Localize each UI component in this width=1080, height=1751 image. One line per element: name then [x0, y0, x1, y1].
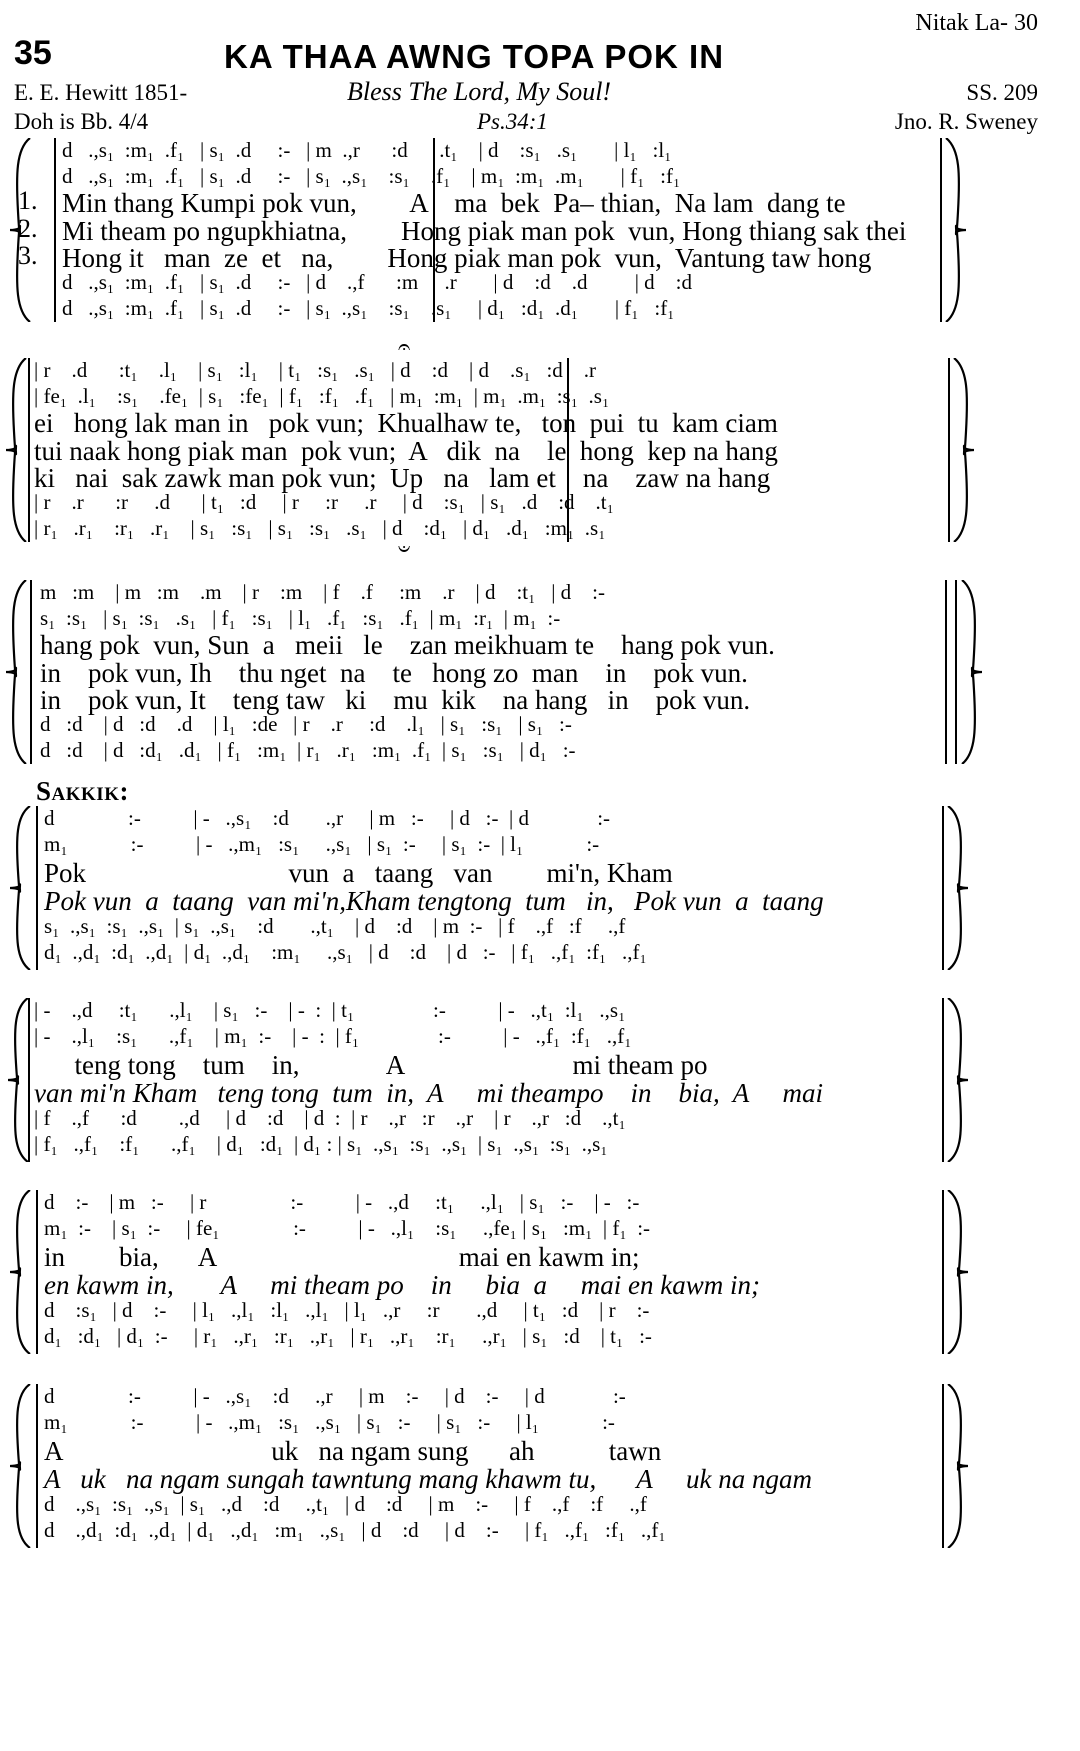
lyric-line: ki nai sak zawk man pok vun; Up na lam et na zaw na hang — [34, 463, 771, 493]
barline — [948, 358, 950, 542]
music-system — [0, 580, 1080, 764]
solfa-notes-line: s₁ :s₁ | s₁ :s₁ .s₁ | f₁ :s₁ | l₁ .f₁ :s₁ .f₁ | m₁ :r₁ | m₁ :- — [40, 606, 561, 630]
key-signature: Doh is Bb. 4/4 — [14, 109, 149, 134]
right-brace — [944, 1384, 970, 1548]
solfa-notes-line: m₁ :- | s₁ :- | fe₁ :- | - .,l₁ :s₁ .,fe₁ | s₁ :m₁ | f₁ :- — [44, 1216, 651, 1240]
solfa-notes-line: m₁ :- | - .,m₁ :s₁ .,s₁ | s₁ :- | s₁ :- | l₁ :- — [44, 1410, 615, 1434]
author: E. E. Hewitt 1851- — [14, 80, 188, 105]
solfa-notes-line: d :d | d :d₁ .d₁ | f₁ :m₁ | r₁ .r₁ :m₁ .f₁ | s₁ :s₁ | d₁ :- — [40, 738, 576, 762]
left-brace — [4, 358, 30, 542]
solfa-notes-line: m :m | m :m .m | r :m | f .f :m .r | d :t₁ | d :- — [40, 580, 605, 604]
barline — [942, 998, 944, 1162]
verse-number: 3. — [18, 241, 38, 270]
left-brace — [8, 806, 34, 970]
solfa-notes-line: d₁ .,d₁ :d₁ .,d₁ | d₁ .,d₁ :m₁ .,s₁ | d :d | d :- | f₁ .,f₁ :f₁ .,f₁ — [44, 940, 647, 964]
solfa-notes-line: | fe₁ .l₁ :s₁ .fe₁ | s₁ :fe₁ | f₁ :f₁ .f₁ | m₁ :m₁ | m₁ .m₁ :s₁ .s₁ — [34, 384, 610, 408]
lyric-line: A uk na ngam sungah tawntung mang khawm tu, A uk na ngam — [44, 1464, 812, 1494]
solfa-notes-line: d :s₁ | d :- | l₁ .,l₁ :l₁ .,l₁ | l₁ .,r :r .,d | t₁ :d | r :- — [44, 1298, 650, 1322]
solfa-notes-line: d :d | d :d .d | l₁ :de | r .r :d .l₁ | s₁ :s₁ | s₁ :- — [40, 712, 572, 736]
solfa-notes-line: d :- | - .,s₁ :d .,r | m :- | d :- | d :- — [44, 1384, 626, 1408]
barline — [36, 1190, 38, 1354]
music-system — [0, 1384, 1080, 1548]
hymn-number: 35 — [14, 34, 52, 72]
right-brace — [942, 138, 968, 322]
solfa-notes-line: d .,s₁ :m₁ .f₁ | s₁ .d :- | d .,f :m .r | d :d .d | d :d — [62, 270, 693, 294]
solfa-notes-line: | r .r :r .d | t₁ :d | r :r .r | d :s₁ | s₁ .d :d .t₁ — [34, 490, 614, 514]
music-system — [0, 998, 1080, 1162]
composer: Jno. R. Sweney — [894, 109, 1038, 134]
music-system — [0, 1190, 1080, 1354]
fermata-below-mark: 𝄑 — [398, 536, 411, 561]
lyric-line: in pok vun, It teng taw ki mu kik na hang in pok vun. — [40, 685, 751, 715]
lyric-line: Pok vun a taang van mi'n, Kham — [44, 858, 673, 888]
solfa-notes-line: | - .,d :t₁ .,l₁ | s₁ :- | - : | t₁ :- | - .,t₁ :l₁ .,s₁ — [34, 998, 626, 1022]
scripture-reference: Ps.34:1 — [477, 109, 548, 134]
left-brace — [4, 580, 30, 764]
solfa-notes-line: d :- | m :- | r :- | - .,d :t₁ .,l₁ | s₁ :- | - :- — [44, 1190, 640, 1214]
right-brace — [950, 358, 976, 542]
key-row — [14, 109, 1038, 139]
barline — [28, 998, 30, 1162]
right-brace — [944, 806, 970, 970]
solfa-notes-line: d .,s₁ :m₁ .f₁ | s₁ .d :- | s₁ .,s₁ :s₁ .s₁ | d₁ :d₁ .d₁ | f₁ :f₁ — [62, 296, 675, 320]
lyric-line: Pok vun a taang van mi'n,Kham tengtong tum in, Pok vun a taang — [44, 886, 824, 916]
lyric-line: A uk na ngam sung ah tawn — [44, 1436, 662, 1466]
ss-reference: SS. 209 — [966, 80, 1038, 105]
solfa-notes-line: d .,s₁ :m₁ .f₁ | s₁ .d :- | s₁ .,s₁ :s₁ .f₁ | m₁ :m₁ .m₁ | f₁ :f₁ — [62, 164, 681, 188]
barline — [28, 358, 30, 542]
lyric-line: hang pok vun, Sun a meii le zan meikhuam te hang pok vun. — [40, 630, 775, 660]
lyric-line: van mi'n Kham teng tong tum in, A mi theampo in bia, A mai — [34, 1078, 824, 1108]
barline — [940, 138, 942, 322]
barline — [30, 580, 32, 764]
barline — [36, 1384, 38, 1548]
lyric-line: ei hong lak man in pok vun; Khualhaw te, ton pui tu kam ciam — [34, 408, 778, 438]
solfa-notes-line: d .,d₁ :d₁ .,d₁ | d₁ .,d₁ :m₁ .,s₁ | d :d | d :- | f₁ .,f₁ :f₁ .,f₁ — [44, 1518, 666, 1542]
lyric-line: Min thang Kumpi pok vun, A ma bek Pa– thian, Na lam dang te — [62, 188, 846, 218]
refrain-label: Sakkik: — [36, 776, 129, 806]
left-brace — [8, 1384, 34, 1548]
page-reference: Nitak La- 30 — [915, 10, 1038, 36]
lyric-line: en kawm in, A mi theam po in bia a mai en kawm in; — [44, 1270, 760, 1300]
solfa-notes-line: | r .d :t₁ .l₁ | s₁ :l₁ | t₁ :s₁ .s₁ | d :d | d .s₁ :d .r — [34, 358, 597, 382]
english-subtitle: Bless The Lord, My Soul! — [347, 77, 612, 106]
fermata-above-mark: 𝄐 — [398, 334, 411, 359]
lyric-line: tui naak hong piak man pok vun; A dik na le hong kep na hang — [34, 436, 778, 466]
hymn-title: KA THAA AWNG TOPA POK IN — [224, 38, 725, 75]
solfa-notes-line: s₁ .,s₁ :s₁ .,s₁ | s₁ .,s₁ :d .,t₁ | d :d | m :- | f .,f :f .,f — [44, 914, 626, 938]
music-system — [0, 358, 1080, 542]
solfa-notes-line: | f .,f :d .,d | d :d | d : | r .,r :r .,r | r .,r :d .,t₁ — [34, 1106, 626, 1130]
solfa-notes-line: d₁ :d₁ | d₁ :- | r₁ .,r₁ :r₁ .,r₁ | r₁ .,r₁ :r₁ .,r₁ | s₁ :d | t₁ :- — [44, 1324, 652, 1348]
music-system — [0, 138, 1080, 322]
solfa-notes-line: | r₁ .r₁ :r₁ .r₁ | s₁ :s₁ | s₁ :s₁ .s₁ | d :d₁ | d₁ .d₁ :m₁ .s₁ — [34, 516, 606, 540]
barline — [36, 806, 38, 970]
verse-number: 2. — [18, 214, 38, 243]
right-brace — [944, 1190, 970, 1354]
solfa-notes-line: d :- | - .,s₁ :d .,r | m :- | d :- | d :- — [44, 806, 611, 830]
barline — [955, 580, 957, 764]
lyric-line: in pok vun, Ih thu nget na te hong zo man in pok vun. — [40, 658, 748, 688]
lyric-line: Mi theam po ngupkhiatna, Hong piak man pok vun, Hong thiang sak thei — [62, 216, 907, 246]
barline — [54, 138, 56, 322]
credits-row — [14, 77, 1038, 110]
lyric-line: Hong it man ze et na, Hong piak man pok vun, Vantung taw hong — [62, 243, 872, 273]
right-brace — [958, 580, 984, 764]
lyric-line: in bia, A mai en kawm in; — [44, 1242, 640, 1272]
lyric-line: teng tong tum in, A mi theam po — [34, 1050, 708, 1080]
solfa-notes-line: | - .,l₁ :s₁ .,f₁ | m₁ :- | - : | f₁ :- | - .,f₁ :f₁ .,f₁ — [34, 1024, 632, 1048]
barline — [942, 1190, 944, 1354]
solfa-notes-line: | f₁ .,f₁ :f₁ .,f₁ | d₁ :d₁ | d₁ : | s₁ .,s₁ :s₁ .,s₁ | s₁ .,s₁ :s₁ .,s₁ — [34, 1132, 608, 1156]
right-brace — [944, 998, 970, 1162]
left-brace — [8, 1190, 34, 1354]
verse-number: 1. — [18, 186, 38, 215]
barline — [945, 580, 947, 764]
barline — [942, 1384, 944, 1548]
music-system — [0, 806, 1080, 970]
solfa-notes-line: m₁ :- | - .,m₁ :s₁ .,s₁ | s₁ :- | s₁ :- | l₁ :- — [44, 832, 600, 856]
solfa-notes-line: d .,s₁ :m₁ .f₁ | s₁ .d :- | m .,r :d .t₁ | d :s₁ .s₁ | l₁ :l₁ — [62, 138, 672, 162]
solfa-notes-line: d .,s₁ :s₁ .,s₁ | s₁ .,d :d .,t₁ | d :d | m :- | f .,f :f .,f — [44, 1492, 647, 1516]
barline — [942, 806, 944, 970]
